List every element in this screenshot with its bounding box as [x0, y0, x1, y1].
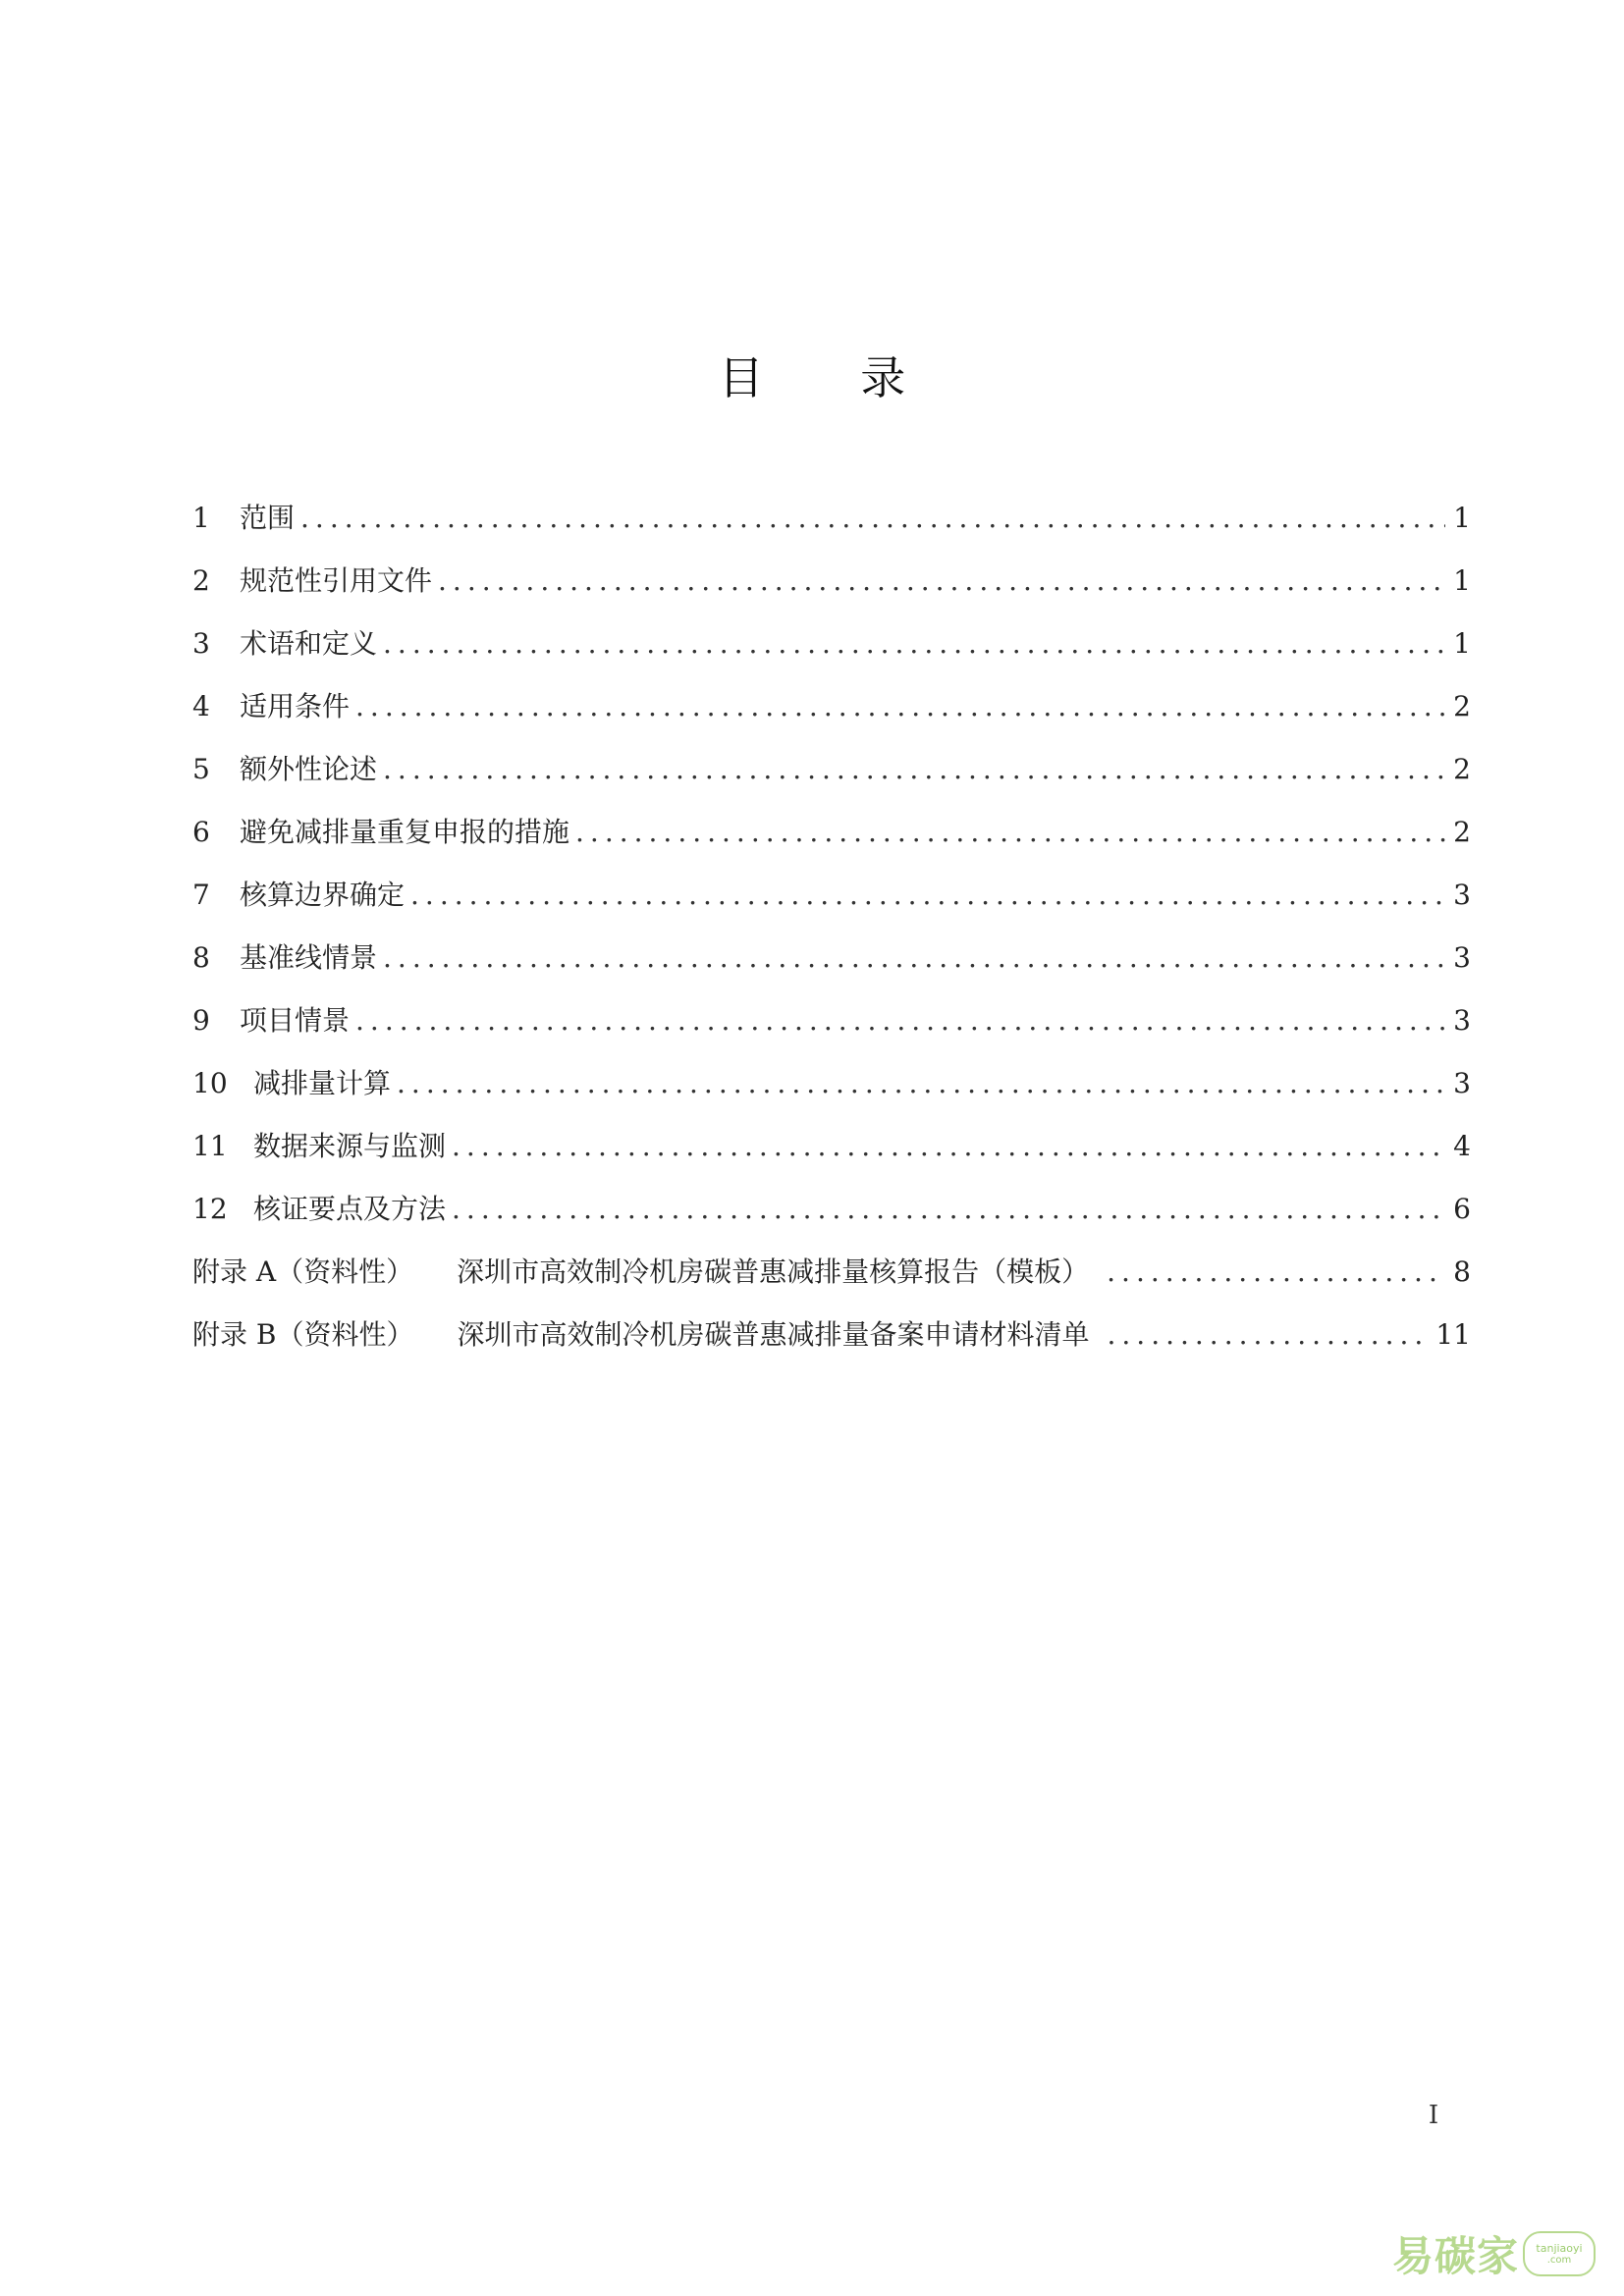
toc-entry-page: 2 — [1453, 690, 1471, 722]
toc-leader-dots — [575, 813, 1445, 852]
toc-entry-double-counting[interactable] — [192, 813, 1471, 876]
toc-entry-monitoring[interactable] — [192, 1127, 1471, 1190]
toc-entry-page: 2 — [1453, 753, 1471, 785]
toc-leader-dots — [383, 938, 1445, 978]
watermark-badge — [1523, 2231, 1596, 2276]
toc-leader-dots — [355, 1001, 1445, 1041]
toc-leader-dots — [397, 1064, 1445, 1103]
toc-leader-dots — [452, 1190, 1445, 1229]
toc-entry-number: 10 — [192, 1067, 228, 1099]
toc-entry-number: 12 — [192, 1193, 228, 1225]
toc-entry-label: 减排量计算 — [253, 1067, 392, 1099]
toc-leader-dots — [452, 1127, 1445, 1166]
toc-entry-number: 6 — [192, 816, 210, 848]
toc-appendix-title: 深圳市高效制冷机房碳普惠减排量核算报告（模板） — [457, 1255, 1090, 1288]
toc-entry-label: 术语和定义 — [240, 627, 378, 660]
toc-entry-label: 数据来源与监测 — [253, 1130, 447, 1162]
toc-entry-page: 3 — [1453, 1004, 1471, 1037]
toc-entry-page: 3 — [1453, 1067, 1471, 1099]
watermark-logo — [1392, 2226, 1612, 2281]
toc-entry-label: 避免减排量重复申报的措施 — [240, 816, 570, 848]
toc-entry-page: 11 — [1435, 1318, 1471, 1351]
toc-entry-number: 8 — [192, 941, 210, 974]
toc-entry-number: 1 — [192, 502, 210, 534]
toc-entry-page: 3 — [1453, 879, 1471, 911]
toc-appendix-label: 附录 B（资料性） — [192, 1318, 414, 1351]
toc-entry-page: 1 — [1453, 502, 1471, 534]
toc-leader-dots — [383, 624, 1445, 664]
toc-entry-label: 核证要点及方法 — [253, 1193, 447, 1225]
toc-entry-appendix-b[interactable] — [192, 1315, 1471, 1378]
toc-entry-scope[interactable] — [192, 499, 1471, 561]
page-number: I — [1428, 2101, 1439, 2130]
watermark-badge-line2: .com — [1546, 2254, 1572, 2266]
toc-leader-dots — [1107, 1253, 1445, 1292]
toc-leader-dots — [355, 687, 1445, 726]
toc-entry-number: 11 — [192, 1130, 228, 1162]
toc-entry-label: 项目情景 — [240, 1004, 351, 1037]
toc-entry-normative-references[interactable] — [192, 561, 1471, 624]
toc-entry-baseline[interactable] — [192, 938, 1471, 1001]
toc-entry-page: 2 — [1453, 816, 1471, 848]
table-of-contents — [192, 499, 1471, 1378]
toc-appendix-title: 深圳市高效制冷机房碳普惠减排量备案申请材料清单 — [457, 1318, 1090, 1351]
toc-entry-page: 3 — [1453, 941, 1471, 974]
toc-leader-dots — [410, 876, 1445, 915]
toc-entry-number: 9 — [192, 1004, 210, 1037]
toc-entry-additionality[interactable] — [192, 750, 1471, 813]
toc-entry-page: 1 — [1453, 564, 1471, 597]
toc-entry-label: 适用条件 — [240, 690, 351, 722]
toc-entry-applicability[interactable] — [192, 687, 1471, 750]
toc-entry-label: 规范性引用文件 — [240, 564, 433, 597]
toc-entry-label: 核算边界确定 — [240, 879, 406, 911]
toc-entry-number: 4 — [192, 690, 210, 722]
toc-entry-page: 1 — [1453, 627, 1471, 660]
toc-entry-page: 4 — [1453, 1130, 1471, 1162]
toc-entry-number: 5 — [192, 753, 210, 785]
toc-leader-dots — [383, 750, 1445, 789]
toc-entry-label: 额外性论述 — [240, 753, 378, 785]
toc-entry-page: 8 — [1453, 1255, 1471, 1288]
toc-entry-number: 3 — [192, 627, 210, 660]
toc-entry-verification[interactable] — [192, 1190, 1471, 1253]
toc-entry-label: 范围 — [240, 502, 296, 534]
toc-leader-dots — [300, 499, 1445, 538]
toc-entry-appendix-a[interactable] — [192, 1253, 1471, 1315]
toc-entry-terms-definitions[interactable] — [192, 624, 1471, 687]
toc-leader-dots — [438, 561, 1445, 601]
toc-entry-boundary[interactable] — [192, 876, 1471, 938]
toc-entry-number: 7 — [192, 879, 210, 911]
watermark-badge-line1: tanjiaoyi — [1536, 2241, 1583, 2255]
toc-leader-dots — [1108, 1315, 1431, 1355]
toc-entry-page: 6 — [1453, 1193, 1471, 1225]
watermark-text: 易碳家 — [1392, 2232, 1520, 2280]
page-title: 目 录 — [718, 351, 947, 404]
toc-entry-label: 基准线情景 — [240, 941, 378, 974]
toc-entry-calculation[interactable] — [192, 1064, 1471, 1127]
toc-appendix-label: 附录 A（资料性） — [192, 1255, 414, 1288]
toc-entry-number: 2 — [192, 564, 210, 597]
toc-entry-project-scenario[interactable] — [192, 1001, 1471, 1064]
